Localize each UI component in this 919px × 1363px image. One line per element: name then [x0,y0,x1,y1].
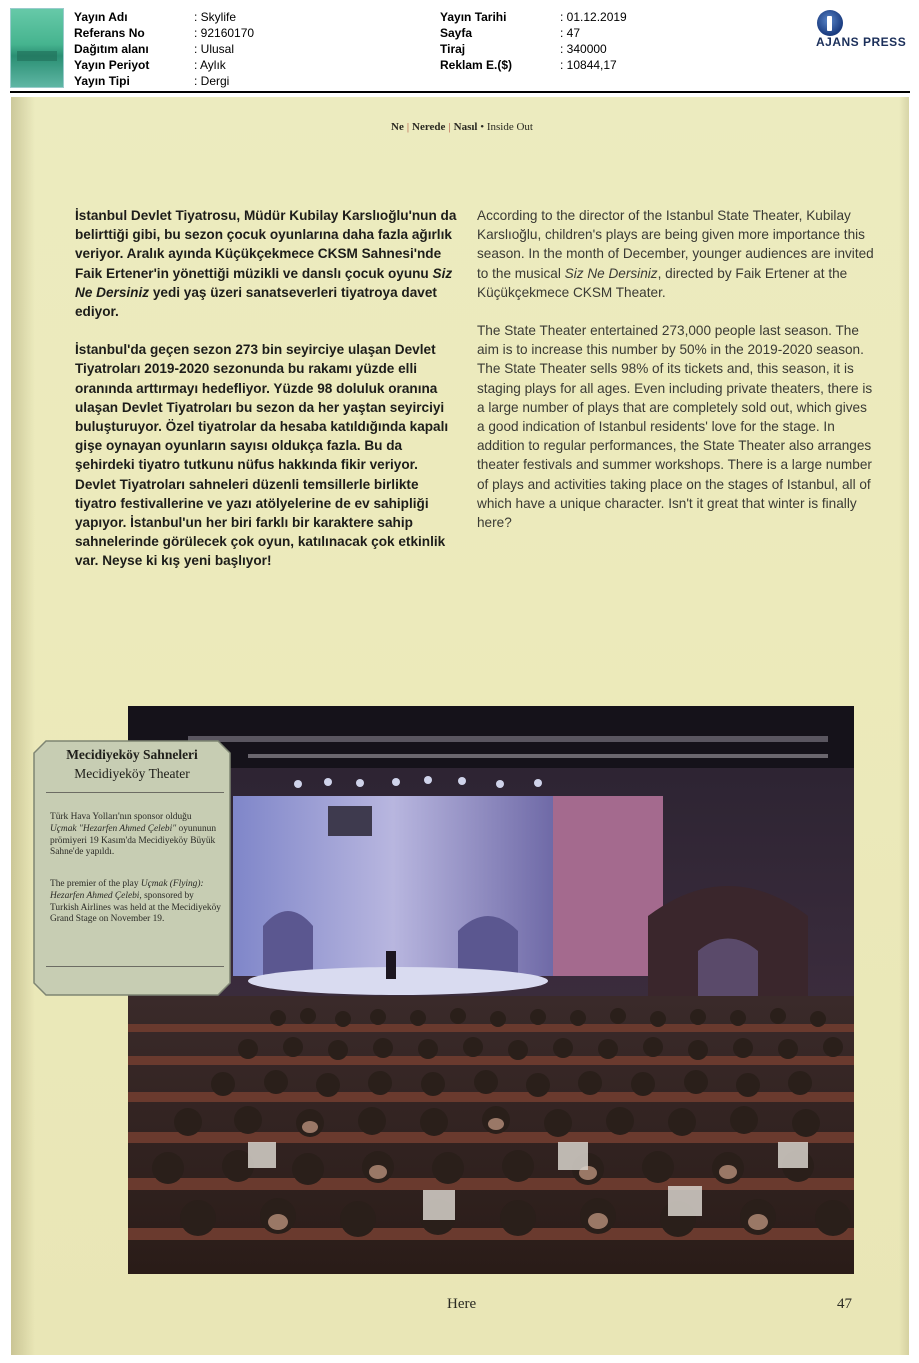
ajans-press-logo [810,10,910,50]
meta-row-publication-name: Yayın Adı : Skylife [74,10,237,24]
header-divider [10,91,910,93]
publication-info-right [440,9,627,73]
turkish-article-column [75,206,459,590]
english-article-column [477,206,877,551]
meta-row-page: Sayfa : 47 [440,26,581,40]
running-head-item: Ne [391,121,404,133]
publication-info-left [74,9,254,89]
running-head-item: Nasıl [453,121,478,133]
meta-row-reference-no: Referans No : 92160170 [74,26,255,40]
page-number: 47 [837,1296,852,1312]
running-head-separator: | [448,121,451,133]
theater-photo-illustration [128,706,854,1274]
caption-subtitle: Mecidiyeköy Theater [74,766,190,781]
meta-row-distribution: Dağıtım alanı : Ulusal [74,42,235,56]
magazine-page [11,97,909,1355]
turkish-paragraph-2: İstanbul'da geçen sezon 273 bin seyirciye ulaşan Devlet Tiyatroları 2019-2020 sezonunda bu rakamı yüzde elli oranında arttırmayı hedefliyor. Yüzde 98 doluluk oranına ulaşan Devlet Tiyatroları bu sezon da her yaştan seyirciyi buluşturuyor. Özel tiyatrolar da hesaba katıldığında kapalı gişe oynayan oyunların sayısı oldukça fazla. Bu da şehirdeki tiyatro tutkunu nüfus hakkında fikir veriyor. Devlet Tiyatroları sahneleri düzenli temsillerle birlikte tiyatro festivallerine ve yazı atölyelerine de ev sahipliği yapıyor. İstanbul'un her biri farklı bir karaktere sahip sahnelerinde görülecek çok oyun, katılınacak çok etkinlik var. Neyse ki kış yeni başlıyor! [75,342,449,569]
caption-turkish-text: Türk Hava Yolları'nın sponsor olduğu Uçmak "Hezarfen Ahmed Çelebi" oyununun prömiyeri 19 Kasım'da Mecidiyeköy Büyük Sahne'de yapıldı. [50,812,217,858]
theater-audience-photo [128,706,854,1274]
english-paragraph-1: According to the director of the Istanbul State Theater, Kubilay Karslıoğlu, children's plays are being given more importance this season. In the month of December, younger audiences are invited to the musical Siz Ne Dersiniz, directed by Faik Ertener at the Küçükçekmece CKSM Theater. [477,208,874,300]
running-head-section: • Inside Out [480,121,533,133]
page-thumbnail[interactable] [10,8,64,88]
meta-row-date: Yayın Tarihi : 01.12.2019 [440,10,627,24]
logo-text: AJANS PRESS [816,35,907,49]
caption-divider [46,966,224,967]
running-head-separator: | [406,121,410,133]
meta-row-ad-equivalent: Reklam E.($) : 10844,17 [440,58,617,72]
turkish-paragraph-1: İstanbul Devlet Tiyatrosu, Müdür Kubilay Karslıoğlu'nun da belirttiği gibi, bu sezon çocuk oyunlarına daha fazla ağırlık veriyor. Aralık ayında Küçükçekmece CKSM Sahnesi'nde Faik Ertener'in yönettiği müzikli ve danslı çocuk oyunu Siz Ne Dersiniz yedi yaş üzeri sanatseverleri tiyatroya davet ediyor. [75,208,457,320]
english-paragraph-2: The State Theater entertained 273,000 people last season. The aim is to increase this number by 50% in the 2019-2020 season. The State Theater sells 98% of its tickets and, this season, it is staging plays for all ages. Even including private theaters, there is a large number of plays that are completely sold out, which gives a good indication of Istanbul residents' love for the stage. In addition to regular performances, the State Theater also arranges theater festivals and summer workshops. There is a large number of plays and activities taking place on the stages of Istanbul, all of which have a unique character. Isn't it great that winter is finally here? [477,323,873,531]
clipping-header [0,0,919,92]
meta-row-circulation: Tiraj : 340000 [440,42,607,56]
ajans-press-logo-icon [817,10,843,36]
magazine-footer-brand: Here [447,1296,477,1312]
meta-row-type: Yayın Tipi : Dergi [74,74,230,88]
caption-english-text: The premier of the play Uçmak (Flying): Hezarfen Ahmed Çelebi, sponsored by Turkish Airlines was held at the Mecidiyeköy Grand Stage on November 19. [50,879,221,925]
photo-caption-box [32,739,232,997]
caption-title: Mecidiyeköy Sahneleri [66,747,198,762]
running-head [391,121,533,133]
meta-row-period: Yayın Periyot : Aylık [74,58,226,72]
caption-divider [46,792,224,793]
running-head-item: Nerede [412,121,446,133]
